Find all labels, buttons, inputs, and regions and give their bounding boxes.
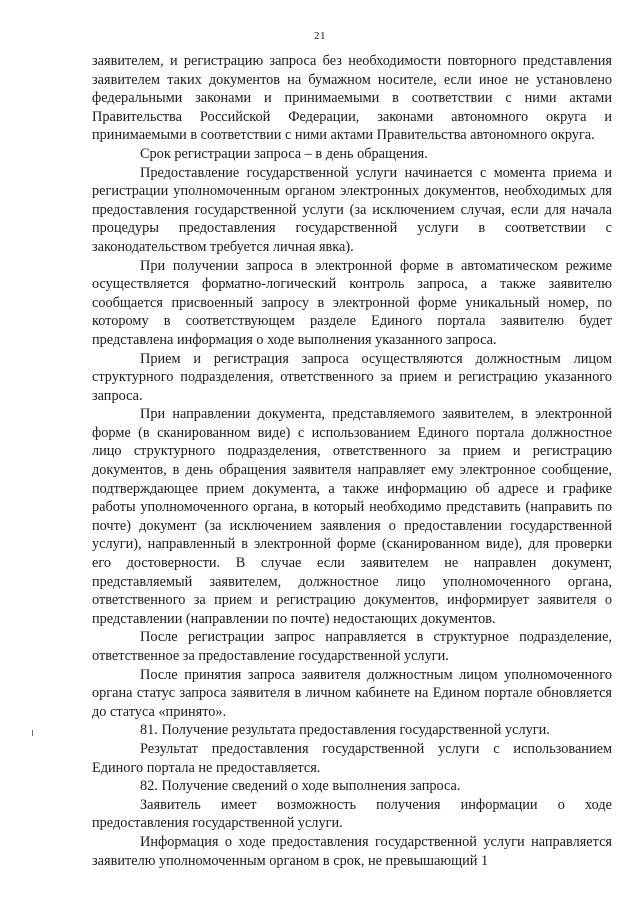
document-body [92, 52, 612, 870]
paragraph: Информация о ходе предоставления государственной услуги направляется заявителю уполномоченным органом в срок, не превышающий 1 [92, 833, 612, 869]
page-number: 21 [314, 30, 326, 42]
paragraph: Результат предоставления государственной услуги с использованием Единого портала не предоставляется. [92, 740, 612, 776]
paragraph: 81. Получение результата предоставления государственной услуги. [140, 722, 550, 739]
paragraph: заявителем, и регистрацию запроса без необходимости повторного представления заявителем таких документов на бумажном носителе, если иное не установлено федеральными законами и принимаемыми в соответствии с ними актами Правительства Российской Федерации, законами автономного округа и принимаемыми в соответствии с ними актами Правительства автономного округа. [92, 53, 612, 144]
paragraph: После принятия запроса заявителя должностным лицом уполномоченного органа статус запроса заявителя в личном кабинете на Едином портале обновляется до статуса «принято». [92, 666, 612, 720]
scan-mark [32, 730, 33, 736]
paragraph: Прием и регистрация запроса осуществляются должностным лицом структурного подразделения, ответственного за прием и регистрацию указанного запроса. [92, 350, 612, 404]
paragraph: 82. Получение сведений о ходе выполнения запроса. [140, 778, 461, 795]
paragraph: После регистрации запрос направляется в структурное подразделение, ответственное за предоставление государственной услуги. [92, 629, 612, 664]
paragraph: При направлении документа, представляемого заявителем, в электронной форме (в сканированном виде) с использованием Единого портала должностное лицо структурного подразделения, ответственного за прием и регистрацию документов, в день обращения заявителя направляет ему электронное сообщение, подтверждающее прием документа, а также информацию об адресе и графике работы уполномоченного органа, в который необходимо представить (направить по почте) документ (за исключением заявления о предоставлении государственной услуги), направленный в электронной форме (сканированном виде), для проверки его достоверности. В случае если заявителем не направлен документ, представляемый заявителем, должностное лицо уполномоченного органа, ответственного за прием и регистрацию документов, информирует заявителя о представлении (направлении по почте) недостающих документов. [92, 406, 612, 627]
paragraph: Срок регистрации запроса – в день обращения. [140, 145, 428, 162]
paragraph: Заявитель имеет возможность получения информации о ходе предоставления государственной услуги. [92, 796, 612, 832]
paragraph: Предоставление государственной услуги начинается с момента приема и регистрации уполномоченным органом электронных документов, необходимых для предоставления государственной услуги (за исключением случая, если для начала процедуры предоставления государственной услуги в соответствии с законодательством требуется личная явка). [92, 164, 612, 255]
paragraph: При получении запроса в электронной форме в автоматическом режиме осуществляется форматно-логический контроль запроса, а также заявителю сообщается присвоенный запросу в электронной форме уникальный номер, по которому в соответствующем разделе Единого портала заявителю будет представлена информация о ходе выполнения указанного запроса. [92, 257, 612, 348]
